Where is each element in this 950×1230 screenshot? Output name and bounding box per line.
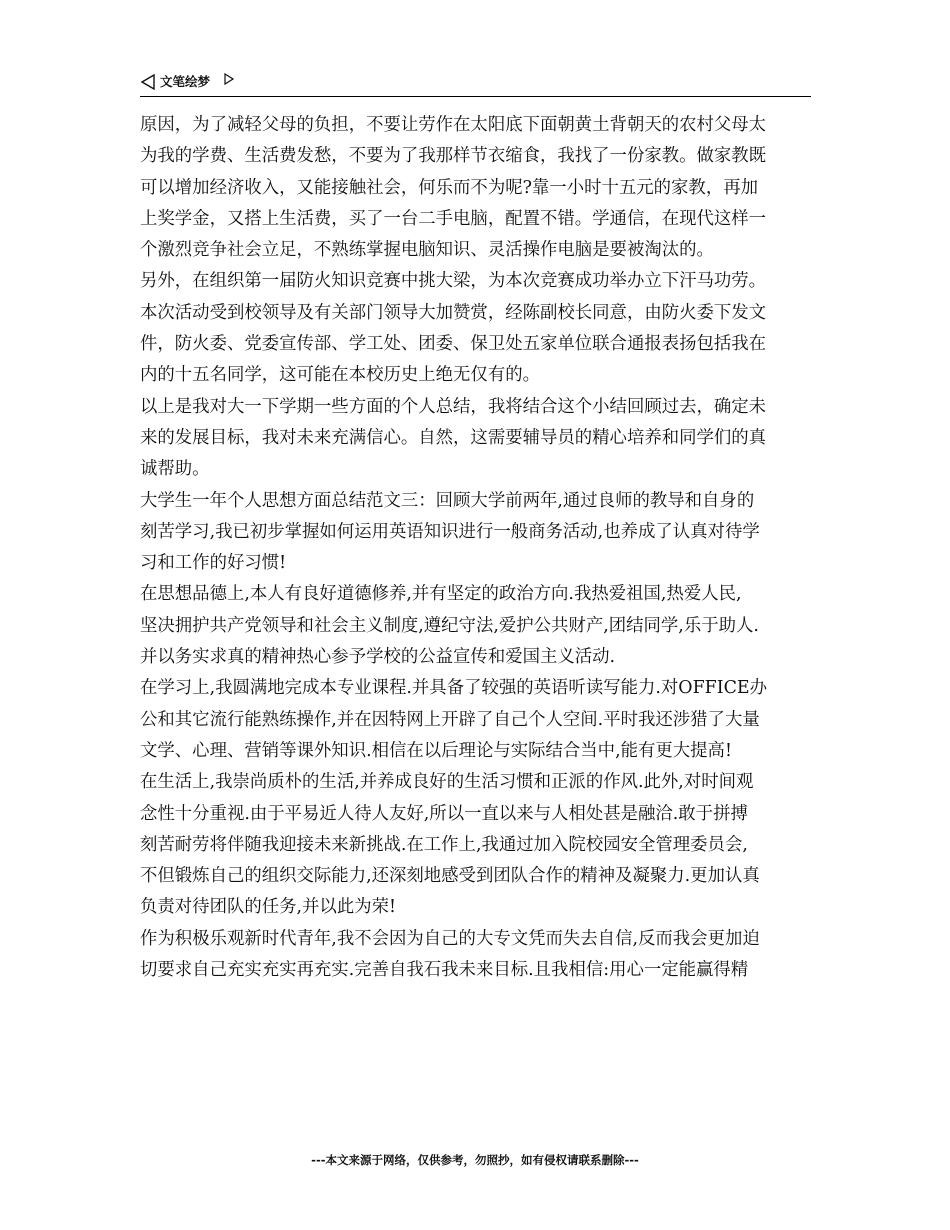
paragraph-8: 作为积极乐观新时代青年,我不会因为自己的大专文凭而失去自信,反而我会更加迫 切要求自己充实充实再充实.完善自我石我未来目标.且我相信:用心一定能赢得精 <box>140 928 760 981</box>
header-title: 文笔绘梦 <box>160 74 211 89</box>
triangle-left-outline-icon <box>140 74 156 90</box>
paragraph-2: 另外，在组织第一届防火知识竞赛中挑大梁，为本次竞赛成功举办立下汗马功劳。 本次活动受到校领导及有关部门领导大加赞赏，经陈副校长同意，由防火委下发文 件，防火委、党委宣传部、学工处、团委、保卫处五家单位联合通报表扬包括我在 内的十五名同学，这可能在本校历史上绝无仅有的。 <box>140 271 767 386</box>
paragraph-6: 在学习上,我圆满地完成本专业课程.并具备了较强的英语听读写能力.对OFFICE办 公和其它流行能熟练操作,并在因特网上开辟了自己个人空间.平时我还涉猎了大量 文学、心理、营销等课外知识.相信在以后理论与实际结合当中,能有更大提高! <box>140 678 767 761</box>
paragraph-3: 以上是我对大一下学期一些方面的个人总结，我将结合这个小结回顾过去，确定未 来的发展目标，我对未来充满信心。自然，这需要辅导员的精心培养和同学们的真 诚帮助。 <box>140 396 767 480</box>
footer-disclaimer: ---本文来源于网络，仅供参考，勿照抄，如有侵权请联系删除--- <box>311 1153 639 1167</box>
paragraph-7: 在生活上,我崇尚质朴的生活,并养成良好的生活习惯和正派的作风.此外,对时间观 念性十分重视.由于平易近人待人友好,所以一直以来与人相处甚是融洽.敢于拼搏 刻苦耐劳将伴随我迎接未来新挑战.在工作上,我通过加入院校园安全管理委员会, 不但锻炼自己的组织交际能力,还深刻地感受到团队合作的精神及凝聚力.更加认真 负责对待团队的任务,并以此为荣! <box>140 772 760 918</box>
paragraph-5: 在思想品德上,本人有良好道德修养,并有坚定的政治方向.我热爱祖国,热爱人民, 坚决拥护共产党领导和社会主义制度,遵纪守法,爱护公共财产,团结同学,乐于助人. 并以务实求真的精神热心参予学校的公益宣传和爱国主义活动. <box>140 584 759 668</box>
paragraph-4: 大学生一年个人思想方面总结范文三：回顾大学前两年,通过良师的教导和自身的 刻苦学习,我已初步掌握如何运用英语知识进行一般商务活动,也养成了认真对待学 习和工作的好习惯! <box>140 490 760 574</box>
document-body <box>140 110 816 986</box>
paragraph-1: 原因，为了减轻父母的负担，不要让劳作在太阳底下面朝黄土背朝天的农村父母太 为我的学费、生活费发愁，不要为了我那样节衣缩食，我找了一份家教。做家教既 可以增加经济收入，又能接触社会，何乐而不为呢?靠一小时十五元的家教，再加 上奖学金，又搭上生活费，买了一台二手电脑，配置不错。学通信，在现代这样一 个激烈竞争社会立足，不熟练掌握电脑知识、灵活操作电脑是要被淘汰的。 <box>140 115 767 261</box>
page-header <box>140 72 811 97</box>
triangle-right-outline-icon <box>224 73 234 85</box>
